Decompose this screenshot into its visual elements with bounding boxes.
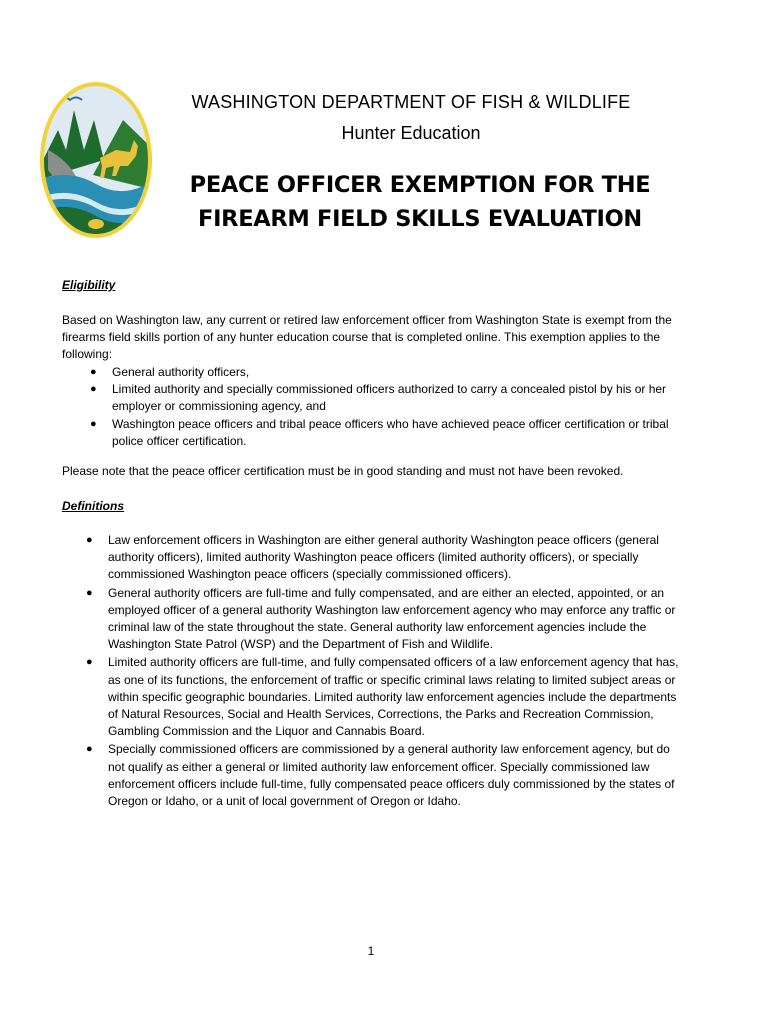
title-line-1: PEACE OFFICER EXEMPTION FOR THE [189,172,651,198]
eligibility-heading: Eligibility [62,278,116,292]
page-number: 1 [367,944,375,958]
list-item: ● Limited authority and specially commissioned officers authorized to carry a concealed pistol by his or her employer or commissioning agency, and [90,382,667,414]
eligibility-intro: Based on Washington law, any current or retired law enforcement officer from Washington State is exempt from the firearms field skills portion of any hunter education course that is completed online. This exemption applies to the following: [62,313,672,362]
bullet-icon: ● [90,417,97,430]
list-item: ● Specially commissioned officers are commissioned by a general authority law enforcement agency, but do not qualify as either a general or limited authority law enforcement officer. Specially commissioned law enforcement officers include full-time, fully compensated peace officers duly commissioned by the states of Oregon or Idaho, or a unit of local government of Oregon or Idaho. [86,742,675,809]
list-item: ● General authority officers, [112,364,684,381]
bullet-icon: ● [86,534,93,546]
title-line-2: FIREARM FIELD SKILLS EVALUATION [198,206,642,232]
bullet-icon: ● [86,743,93,756]
organization-name: WASHINGTON DEPARTMENT OF FISH & WILDLIFE [191,92,631,112]
eligibility-list [90,364,684,450]
logo-crab [88,219,104,229]
wdfw-logo [38,80,154,240]
certification-note: Please note that the peace officer certification must be in good standing and must not have been revoked. [62,464,624,478]
bullet-icon: ● [86,586,93,599]
list-item: ● Limited authority officers are full-time, and fully compensated officers of a law enforcement agency that has, as one of its functions, the enforcement of traffic or specific criminal laws relating to limited subject areas or within specific geographic boundaries. Limited authority law enforcement agencies include the departments of Natural Resources, Social and Health Services, Corrections, the Parks and Recreation Commission, Gambling Commission and the Liquor and Cannabis Board. [86,655,679,739]
program-name: Hunter Education [341,123,481,143]
list-item: ● Law enforcement officers in Washington are either general authority Washington peace officers (general authority officers), limited authority Washington peace officers (limited authority officers), or specially commissioned Washington peace officers (specially commissioned officers). [86,533,659,582]
document-title [160,168,680,236]
bullet-icon: ● [90,366,97,378]
bullet-icon: ● [86,656,93,669]
list-item: ● Washington peace officers and tribal peace officers who have achieved peace officer certification or tribal police officer certification. [90,416,669,448]
definitions-heading: Definitions [62,499,124,513]
definitions-list [86,532,686,811]
list-item: ● General authority officers are full-time and fully compensated, and are either an elected, appointed, or an employed officer of a general authority Washington law enforcement agency who may enforce any traffic or criminal law of the state throughout the state. General authority law enforcement agencies include the Washington State Patrol (WSP) and the Department of Fish and Wildlife. [86,585,676,652]
bullet-icon: ● [90,383,97,396]
